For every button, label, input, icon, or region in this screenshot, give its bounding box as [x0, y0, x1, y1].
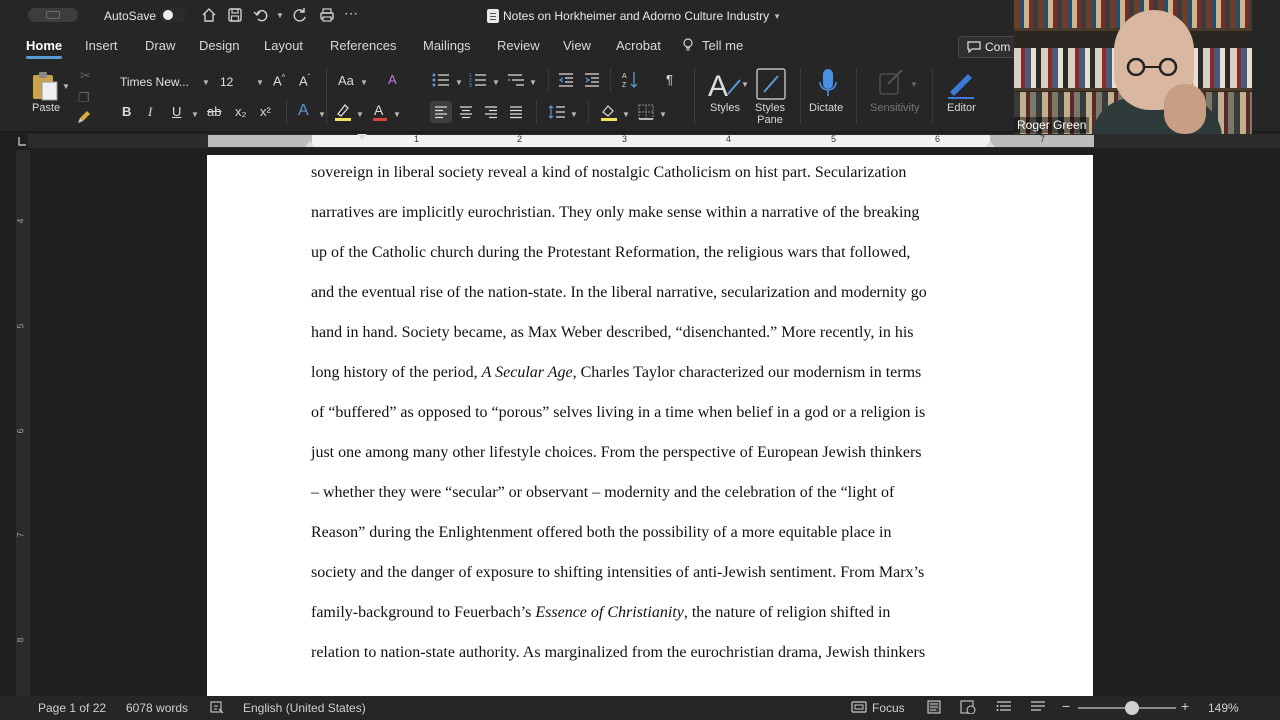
ruler-number: 2 — [517, 134, 523, 144]
borders-icon[interactable] — [638, 104, 654, 125]
home-icon[interactable] — [200, 6, 218, 24]
paste-dropdown-icon[interactable]: ▼ — [62, 82, 70, 91]
document-icon — [487, 9, 499, 23]
multilevel-list-icon[interactable] — [507, 72, 525, 93]
subscript-button[interactable]: x₂ — [235, 104, 247, 119]
bold-button[interactable]: B — [122, 104, 132, 119]
svg-text:A: A — [374, 102, 384, 118]
ruler-work-area — [208, 135, 1094, 147]
document-title-text: Notes on Horkheimer and Adorno Culture Industry — [503, 9, 770, 23]
document-line[interactable] — [311, 603, 890, 623]
word-count[interactable]: 6078 words — [126, 701, 189, 715]
ruler-number: 1 — [414, 134, 420, 144]
ruler-number: 7 — [15, 532, 26, 538]
draft-view-icon[interactable] — [1030, 700, 1046, 717]
zoom-out-button[interactable]: − — [1062, 698, 1071, 714]
tab-draw[interactable]: Draw — [145, 38, 176, 53]
chevron-down-icon[interactable]: ▼ — [191, 110, 199, 119]
tab-selector[interactable] — [16, 134, 28, 146]
svg-text:A: A — [622, 73, 627, 80]
chevron-down-icon[interactable]: ▼ — [659, 110, 667, 119]
paste-label: Paste — [32, 102, 61, 114]
change-case-icon[interactable]: Aa — [338, 73, 354, 88]
copy-icon[interactable]: ❐ — [78, 90, 90, 105]
document-line[interactable]: society and the danger of exposure to shifting intensities of anti-Jewish sentiment. From Marx’s — [311, 564, 925, 581]
sort-icon[interactable] — [622, 70, 640, 95]
clear-formatting-icon[interactable]: A — [388, 72, 397, 87]
styles-pane-icon[interactable] — [756, 68, 786, 105]
chevron-down-icon[interactable]: ▼ — [529, 78, 537, 87]
zoom-in-button[interactable]: + — [1181, 698, 1190, 714]
dictate-label: Dictate — [809, 102, 844, 114]
svg-text:3: 3 — [469, 83, 472, 88]
ribbon-separator — [326, 68, 327, 124]
ribbon-separator — [548, 68, 549, 92]
chevron-down-icon[interactable]: ▼ — [492, 78, 500, 87]
ribbon-separator — [610, 68, 611, 92]
toggle-knob — [163, 10, 173, 20]
language[interactable]: English (United States) — [243, 701, 366, 715]
font-name-value: Times New... — [120, 75, 189, 89]
ribbon-separator — [694, 68, 695, 124]
svg-text:Z: Z — [622, 82, 627, 89]
chevron-down-icon[interactable]: ▼ — [318, 110, 326, 119]
decrease-indent-icon[interactable] — [558, 72, 574, 93]
undo-icon[interactable] — [252, 6, 270, 24]
chevron-down-icon: ▼ — [773, 11, 782, 21]
ribbon-separator — [856, 68, 857, 124]
tab-layout[interactable]: Layout — [264, 38, 304, 53]
status-bar — [0, 696, 1280, 720]
ruler-left-margin — [208, 135, 312, 147]
document-line[interactable]: Reason” during the Enlightenment offered both the possibility of a more equitable place in — [311, 524, 892, 541]
bullets-icon[interactable] — [432, 72, 450, 93]
tab-design[interactable]: Design — [199, 38, 240, 53]
proofing-icon[interactable] — [210, 700, 224, 717]
chevron-down-icon[interactable]: ▼ — [622, 110, 630, 119]
horizontal-ruler[interactable] — [28, 134, 1280, 148]
styles-label: Styles — [710, 102, 740, 114]
web-layout-icon[interactable] — [960, 700, 976, 717]
comment-icon — [967, 41, 981, 53]
zoom-slider-handle[interactable] — [1125, 701, 1139, 715]
document-line[interactable] — [311, 363, 921, 383]
tab-tell-me[interactable]: Tell me — [702, 38, 744, 53]
ruler-number: 4 — [726, 134, 732, 144]
font-size-value: 12 — [220, 75, 234, 89]
ribbon-separator — [286, 100, 287, 124]
right-indent-marker[interactable] — [985, 141, 995, 147]
sensitivity-icon — [878, 68, 906, 103]
chevron-down-icon: ▼ — [910, 80, 918, 89]
redo-icon[interactable] — [291, 6, 309, 24]
glasses — [1120, 58, 1190, 76]
editor-icon[interactable] — [946, 68, 976, 105]
autosave-label: AutoSave — [104, 9, 157, 23]
tab-mailings[interactable]: Mailings — [423, 38, 471, 53]
styles-pane-label: Styles Pane — [755, 102, 785, 126]
video-call-overlay — [1014, 0, 1252, 134]
ribbon-separator — [932, 68, 933, 124]
tab-home[interactable]: Home — [26, 38, 63, 53]
document-title[interactable] — [487, 9, 781, 23]
shrink-font-icon[interactable]: $A^ˇ$ — [299, 73, 311, 89]
left-indent-marker[interactable] — [305, 141, 315, 147]
ruler-number: 1 — [203, 134, 209, 144]
comments-label: Com — [985, 40, 1011, 54]
ruler-number: 5 — [15, 323, 26, 329]
book-title: A Secular Age — [481, 364, 573, 381]
highlight-icon[interactable] — [334, 102, 352, 127]
tab-acrobat[interactable]: Acrobat — [616, 38, 661, 53]
vertical-ruler[interactable] — [16, 150, 30, 696]
ribbon-separator — [800, 68, 801, 124]
align-center-button[interactable] — [459, 105, 473, 124]
chevron-down-icon: ▼ — [256, 78, 264, 87]
person-hand — [1164, 84, 1206, 134]
zoom-level[interactable]: 149% — [1208, 701, 1239, 715]
outline-view-icon[interactable] — [996, 700, 1012, 717]
text-effects-icon[interactable]: A — [298, 102, 309, 119]
justify-button[interactable] — [509, 105, 523, 124]
tab-insert[interactable]: Insert — [85, 38, 118, 53]
document-line[interactable]: of “buffered” as opposed to “porous” selves living in a time when belief in a god or a religion is — [311, 404, 926, 421]
save-icon[interactable] — [226, 6, 244, 24]
line-text: long history of the period, — [311, 364, 482, 381]
document-page[interactable] — [207, 155, 1093, 696]
chevron-down-icon[interactable]: ▼ — [570, 110, 578, 119]
editor-label: Editor — [947, 102, 976, 114]
grow-font-icon[interactable]: A^ — [273, 73, 286, 89]
svg-text:1: 1 — [469, 73, 472, 79]
tab-review[interactable]: Review — [497, 38, 540, 53]
ruler-number: 5 — [831, 134, 837, 144]
more-icon[interactable]: ⋯ — [344, 5, 358, 21]
superscript-button[interactable]: x² — [260, 104, 271, 119]
document-line[interactable]: – whether they were “secular” or observant – modernity and the celebration of the “light of — [311, 484, 895, 501]
ruler-number: 3 — [622, 134, 628, 144]
ribbon-separator — [588, 100, 589, 124]
book-title: Essence of Christianity — [535, 604, 684, 621]
tab-view[interactable]: View — [563, 38, 591, 53]
document-line[interactable]: hand in hand. Society became, as Max Weber described, “disenchanted.” More recently, in his — [311, 324, 914, 341]
numbering-icon[interactable] — [469, 72, 487, 93]
shading-icon[interactable] — [600, 103, 618, 126]
increase-indent-icon[interactable] — [584, 72, 600, 93]
chevron-down-icon[interactable]: ▼ — [360, 78, 368, 87]
sidebar-toggle-button[interactable] — [28, 8, 78, 22]
document-line[interactable]: relation to nation-state authority. As marginalized from the eurochristian drama, Jewish thinkers — [311, 644, 926, 661]
document-line[interactable]: and the eventual rise of the nation-state. In the liberal narrative, secularization and modernity go — [311, 284, 927, 301]
ruler-number: 6 — [935, 134, 941, 144]
undo-dropdown-icon[interactable]: ▼ — [276, 11, 284, 20]
sensitivity-label: Sensitivity — [870, 102, 920, 114]
tell-me-icon[interactable] — [682, 38, 694, 55]
line-text: , Charles Taylor characterized our modernism in terms — [572, 364, 922, 381]
print-layout-icon[interactable] — [926, 700, 942, 717]
chevron-down-icon[interactable]: ▼ — [741, 80, 749, 89]
document-line[interactable]: narratives are implicitly eurochristian. They only make sense within a narrative of the breaking — [311, 204, 920, 221]
print-icon[interactable] — [318, 6, 336, 24]
chevron-down-icon[interactable]: ▼ — [356, 110, 364, 119]
document-line[interactable]: up of the Catholic church during the Protestant Reformation, the religious wars that followed, — [311, 244, 911, 261]
focus-icon[interactable] — [851, 700, 867, 717]
sidebar-icon — [46, 11, 60, 19]
svg-text:A: A — [708, 70, 729, 102]
document-line[interactable]: sovereign in liberal society reveal a kind of nostalgic Catholicism on hist part. Secularization — [311, 164, 907, 181]
strikethrough-button[interactable]: ab — [207, 104, 222, 119]
chevron-down-icon[interactable]: ▼ — [455, 78, 463, 87]
underline-button[interactable]: U — [172, 104, 182, 119]
ruler-number: 8 — [15, 637, 26, 643]
line-text: , the nature of religion shifted in — [683, 604, 891, 621]
document-line[interactable]: just one among many other lifestyle choices. From the perspective of European Jewish thinkers — [311, 444, 922, 461]
autosave-toggle[interactable] — [160, 8, 186, 22]
show-formatting-icon[interactable]: ¶ — [666, 72, 673, 87]
svg-text:2: 2 — [469, 78, 472, 84]
microphone-icon[interactable] — [818, 68, 838, 105]
participant-name: Roger Green — [1014, 117, 1089, 133]
first-line-indent-marker[interactable] — [357, 134, 367, 140]
font-size-dropdown[interactable] — [216, 72, 266, 92]
cut-icon[interactable]: ✂ — [80, 68, 91, 83]
line-text: family-background to Feuerbach’s — [311, 604, 536, 621]
line-spacing-icon[interactable] — [548, 104, 566, 125]
ribbon-separator — [536, 100, 537, 124]
align-right-button[interactable] — [484, 105, 498, 124]
italic-button[interactable]: I — [148, 104, 153, 119]
ruler-number: 7 — [1040, 134, 1046, 144]
tab-references[interactable]: References — [330, 38, 397, 53]
format-painter-icon[interactable] — [77, 108, 93, 129]
align-left-button[interactable] — [434, 105, 448, 124]
paste-icon[interactable] — [30, 70, 60, 102]
chevron-down-icon[interactable]: ▼ — [393, 110, 401, 119]
focus-label[interactable]: Focus — [872, 701, 905, 715]
ruler-number: 4 — [15, 218, 26, 224]
font-name-dropdown[interactable] — [116, 72, 212, 92]
font-color-icon[interactable] — [372, 102, 388, 127]
page-count[interactable]: Page 1 of 22 — [38, 701, 107, 715]
chevron-down-icon: ▼ — [202, 78, 210, 87]
ruler-number: 6 — [15, 428, 26, 434]
